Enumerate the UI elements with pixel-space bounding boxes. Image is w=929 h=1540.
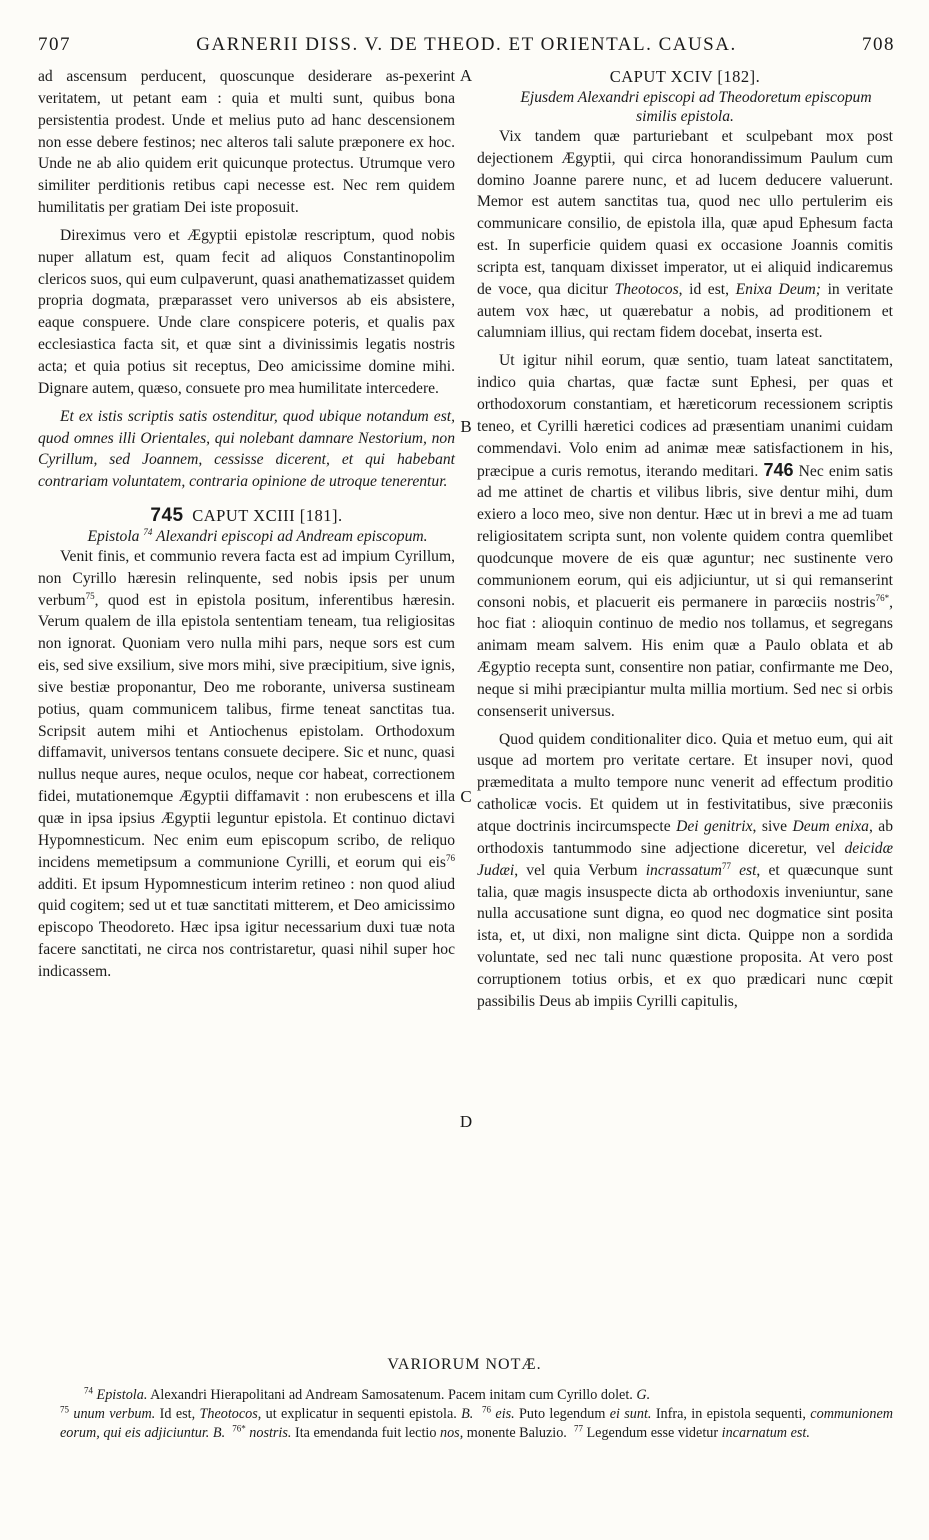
note-siglum: G. (636, 1387, 651, 1403)
column-number: 745 (150, 505, 184, 527)
note-siglum: B. (212, 1425, 226, 1441)
note-text: Infra, in epistola sequenti, (655, 1406, 806, 1422)
text-run: in veritate autem vox hæc, ut quærebatur a nobis, ad proditionem et calumniam illius, qui rectam fidem docebat, inserta est. (477, 280, 894, 342)
footnote (60, 1386, 893, 1405)
note-ref: 76 (446, 852, 455, 863)
running-title: GARNERII DISS. V. DE THEOD. ET ORIENTAL. CAUSA. (196, 34, 737, 55)
text-run: Vix tandem quæ parturiebant et sculpebant mox post dejectionem Ægyptii, qui circa honorandissimum Paulum cum domino Joanne parere nunc, et ad lucem deducere valuerunt. Memor est autem sanctitas tua, quod nec ullo pertulerim eis communicare consilio, de epistola illa, quæ apud Ephesum facta est. In superficie quidem quasi ex occasione Joannis comitis scripta est, tanquam dixisset imperator, ut ei aliquid indicaremus de voce, qua dicitur (477, 127, 893, 298)
note-text: Alexandri Hierapolitani ad Andream Samosatenum. Pacem initam cum Cyrillo dolet. (150, 1387, 633, 1403)
note-mark: 75 (60, 1404, 69, 1415)
note-mark: 76* (232, 1423, 246, 1434)
paragraph: Direximus vero et Ægyptii epistolæ rescriptum, quod nobis nuper allatum est, quam fecit ad aliquos Constantinopolim clericos suos, qui eum culpaverunt, quasi anathematizasset quidem propria dogmata, præparasset vero universos ab eis absistere, eaque conspuere. Unde clare conspicere poteris, et qualis pax ecclesiastica facta sit, et quæ sint a divinissimis legatis nostris acta; et quia potius sit receptus, Deo amicissime domine mihi. Dignare autem, quæso, consuete pro mea humilitate intercedere. (38, 226, 456, 397)
note-mark: 77 (573, 1423, 583, 1434)
subtitle-part: Alexandri episcopi ad Andream episcopum. (155, 527, 428, 545)
text-run: additi. Et ipsum Hypomnesticum interim retineo : non quod aliud quid cogitem; sed ut et tuæ sanctitati mitterem, et Deo amicissimo episcopo Theodoreto. Hæc ipsa igitur necessarium duxi tuæ nota facere sanctitati, ne circa nos contristaretur, quasi nihil super hoc indicassem. (38, 875, 455, 980)
margin-letter-a: A (459, 66, 473, 85)
page-header (38, 34, 895, 62)
italic-term: deicidæ Judæi (477, 839, 893, 879)
chapter-subtitle (38, 527, 455, 546)
commentary-paragraph: Et ex istis scriptis satis ostenditur, quod ubique notandum est, quod omnes illi Orientales, qui nolebant damnare Nestorium, non Cyrillum, sed Joannem, cessisse dicerent, et qui habebant contrariam voluntatem, contraria opinione de utroque tenerentur. (38, 407, 455, 491)
notes-heading: VARIORUM NOTÆ. (387, 1356, 542, 1373)
note-lemma: Epistola. (96, 1387, 148, 1403)
note-lemma: eis. (495, 1406, 515, 1422)
text-run: , id est, (678, 280, 730, 298)
note-lemma: unum verbum. (73, 1406, 156, 1422)
note-term: ei sunt. (609, 1406, 652, 1422)
text-run: Ut igitur nihil eorum, quæ sentio, tuam lateat sanctitatem, indico quia chartas, quæ factæ sunt Ephesi, per quas et orthodoxorum constantiam, et hæreticorum recessionem scriptis teneo, et Cyrilli hæretici codices ad præsentiam unanimi cuidam commendavi. Volo enim ad animæ meæ satisfactionem in his, præcipue a curis remotus, iterando meditari. (477, 352, 893, 480)
margin-letter-d: D (459, 1112, 473, 1131)
note-text: , monente Baluzio. (459, 1425, 567, 1441)
margin-letter-b: B (460, 417, 472, 436)
note-text: , ut explicatur in sequenti epistola. (257, 1406, 457, 1422)
footnotes (60, 1386, 893, 1443)
footnote (60, 1405, 893, 1443)
paragraph (477, 350, 893, 722)
paragraph (477, 729, 893, 1013)
chapter-heading (477, 66, 893, 88)
margin-letter-c: C (460, 787, 472, 806)
note-ref: 74 (143, 526, 153, 537)
subtitle-part: Epistola (87, 527, 140, 545)
note-mark: 74 (84, 1385, 93, 1396)
note-siglum: B. (461, 1406, 474, 1422)
note-ref: 76* (875, 592, 890, 603)
note-term: nos (439, 1425, 460, 1441)
text-run: Venit finis, et communio revera facta est ad impium Cyrillum, non Cyrillo hæresin relinquente, sed nobis ipsis per unum verbum (38, 547, 455, 609)
note-text: Puto legendum (519, 1406, 606, 1422)
paragraph (477, 126, 893, 344)
note-lemma: nostris. (249, 1425, 292, 1441)
note-mark: 76 (482, 1404, 492, 1415)
italic-term: est (739, 861, 757, 879)
note-term: Theotocos (199, 1406, 258, 1422)
italic-term: Enixa Deum; (735, 280, 821, 298)
italic-term: Dei genitrix (676, 818, 753, 835)
text-run: Nec enim satis ad me attinet de chartis et vilibus libris, sive dentur mihi, dum exiero a loco meo, sive non dentur. Hæc ut in brevi a me ad tuam religiositatem scripta sunt, non volente quidem contra quemlibet quodcunque movere de eis quæ aguntur; nec sustinente vero communionem eorum, qui eis adjiciuntur, ut si qui remanserint consoni nobis, et placuerit eis permanere in parœciis nostris (477, 462, 893, 611)
note-text: Id est, (159, 1406, 196, 1422)
left-column (38, 66, 455, 983)
text-run: , sive (752, 818, 788, 835)
note-text: Ita emendanda fuit lectio (295, 1425, 437, 1441)
text-run: Quod quidem conditionaliter dico. Quia et metuo eum, qui ait usque ad mortem pro veritate certare. Et insuper novi, quod præmeditata a multo tempore nunc venerit ad effectum proditio catholicæ vocis. Et quidem ut in festivitatibus, sive præconiis atque doctrinis incircumspecte (477, 730, 893, 835)
italic-term: incrassatum (645, 861, 722, 879)
italic-term: Theotocos (614, 280, 679, 298)
note-term: communionem eorum, qui eis adjiciuntur. (60, 1406, 894, 1441)
note-text: Legendum esse videtur (586, 1425, 719, 1441)
chapter-heading (38, 505, 455, 527)
paragraph (38, 546, 455, 983)
chapter-subtitle: Ejusdem Alexandri episcopi ad Theodoretum episcopum similis epistola. (520, 88, 872, 125)
chapter-title: CAPUT XCIV [182]. (609, 67, 761, 86)
page-number-left: 707 (38, 34, 71, 55)
note-ref: 77 (721, 860, 731, 871)
note-ref: 75 (85, 590, 95, 601)
text-run: , vel quia Verbum (514, 861, 638, 879)
text-run: , hoc fiat : alioquin continuo de medio nos tollamus, et segregans animam meam salvem. His enim quæ a Paulo oblata et ab Ægyptio recepta sunt, consentire non patiar, confirmante me Deo, neque si mihi præcipiantur multa millia mortium. Sed nec si orbis consenserit universus. (477, 593, 893, 720)
paragraph: ad ascensum perducent, quoscunque desiderare as-pexerint veritatem, ut petant eam : quia et multi sunt, quibus bona persistentia prodest. Unde et melius puto ad hanc descensionem non esse debere festinos; nec alteros tali salute præponere ex hoc. Unde ne ab alio quidem erit quicunque protectus. Utrumque vero similiter perditionis retibus capi necesse est. Nec rem quidem humilitatis per gratiam Dei iste proposuit. (38, 68, 455, 217)
note-term: incarnatum est. (721, 1425, 810, 1441)
chapter-title: CAPUT XCIII [181]. (192, 506, 343, 526)
text-run: , quod est in epistola positum, inferentibus hæresin. Verum qualem de illa epistola sententiam teneam, tua religiositas non ignorat. Quoniam vero nulla mihi pars, neque sors est cum eis, sed sive exsilium, sive mors mihi, sive præcipitium, sive ignis, sive bestiæ proponantur, Deo me roborante, universa sustineam potius, quam communicem talibus, firme teneat sanctitas tua. Scripsit autem mihi et Antiochenus epistolam. Orthodoxum diffamavit, universos tentans consuete decipere. Sic et nunc, quasi nullus neque aures, neque oculos, neque cor habeat, correctionem fidei, mutationemque Ægyptii diffamavit : non erubescens et illa quæ in ipsa ipsius Ægyptii leguntur epistola. Et continuo dictavi Hypomnesticum. Nec enim eum episcopum scribo, de reliquo incidens memetipsum a communione Cyrilli, et eorum qui eis (38, 591, 455, 871)
column-number: 746 (763, 459, 794, 480)
text-run: , ab orthodoxis tantummodo sine adjectione diceretur, vel (477, 818, 893, 857)
text-run: , et quæcunque sunt talia, quæ magis insuspecte dicta ab orthodoxis inveniuntur, sane nulla accusatione sunt digna, eo quod nec dogmatice sint posita ista, et, ut dixi, non maligne sint dicta. Quippe non a sordida voluntate, sed nec tali nunc quæstione proposita. At vero post corruptionem totius orbis, et ex quo prædicari nunc cœpit passibilis Deus ab impiis Cyrilli capitulis, (477, 861, 893, 1010)
page-number-right: 708 (862, 34, 895, 55)
right-column (477, 66, 893, 1013)
italic-term: Deum enixa (792, 818, 869, 835)
